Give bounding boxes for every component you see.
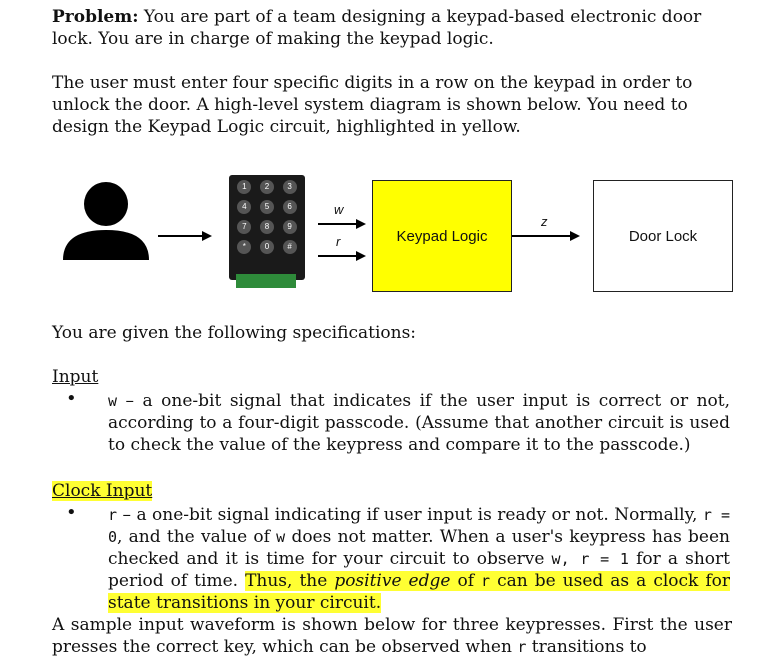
door-lock-label: Door Lock bbox=[628, 227, 698, 245]
key: 6 bbox=[283, 200, 297, 214]
clock-w: w bbox=[276, 528, 286, 546]
key: * bbox=[237, 240, 251, 254]
key: 2 bbox=[260, 180, 274, 194]
clock-text-1: – a one-bit signal indicating if user input is ready or not. Normally, bbox=[117, 505, 703, 525]
var-w: w bbox=[108, 392, 118, 410]
arrow-r bbox=[318, 251, 366, 261]
clock-hl-2: of bbox=[450, 571, 482, 591]
clock-text-3: does not matter. When a user's keypress has been checked and it is time for your circuit to observe bbox=[108, 527, 730, 569]
key: 8 bbox=[260, 220, 274, 234]
bullet-icon: • bbox=[66, 502, 77, 523]
signal-z-label: z bbox=[541, 214, 548, 229]
bullet-icon: • bbox=[66, 388, 77, 409]
sample-text-1: A sample input waveform is shown below for three keypresses. First the user presses the correct key, which can be observed when bbox=[52, 615, 732, 657]
clock-description bbox=[108, 504, 730, 614]
key: # bbox=[283, 240, 297, 254]
keypad-keys bbox=[233, 180, 301, 254]
problem-text: You are part of a team designing a keypad-based electronic door lock. You are in charge of making the keypad logic. bbox=[52, 7, 702, 49]
problem-label: Problem: bbox=[52, 7, 139, 27]
clock-heading bbox=[52, 480, 152, 502]
input-text: – a one-bit signal that indicates if the user input is correct or not, according to a four-digit passcode. (Assume that another circuit is used to check the value of the keypress and compare it to the passcode.) bbox=[108, 391, 730, 455]
arrow-w bbox=[318, 219, 366, 229]
clock-heading-text: Clock Input bbox=[52, 481, 153, 501]
system-diagram bbox=[0, 170, 773, 300]
clock-w-r-eq-1: w, r = 1 bbox=[551, 550, 629, 568]
sample-paragraph bbox=[52, 614, 732, 658]
input-heading: Input bbox=[52, 367, 99, 387]
var-r: r bbox=[108, 506, 118, 524]
keypad-logic-block bbox=[372, 180, 512, 292]
keypad-logic-label: Keypad Logic bbox=[396, 227, 488, 245]
clock-text-2: , and the value of bbox=[117, 527, 277, 547]
clock-hl-3: can be used as a clock for state transitions in your circuit. bbox=[108, 571, 731, 613]
problem-paragraph bbox=[52, 6, 732, 50]
input-description bbox=[108, 390, 730, 456]
user-icon bbox=[63, 182, 149, 260]
sample-text-2: transitions to bbox=[526, 637, 647, 657]
key: 1 bbox=[237, 180, 251, 194]
arrow-z bbox=[512, 231, 580, 241]
key: 5 bbox=[260, 200, 274, 214]
sample-r: r bbox=[517, 638, 527, 656]
arrow-user-keypad bbox=[158, 231, 212, 241]
clock-r-eq-0: r = 0 bbox=[108, 506, 730, 546]
key: 3 bbox=[283, 180, 297, 194]
key: 7 bbox=[237, 220, 251, 234]
key: 4 bbox=[237, 200, 251, 214]
specs-intro: You are given the following specifications: bbox=[52, 323, 417, 343]
clock-hl-r: r bbox=[481, 572, 491, 590]
key: 9 bbox=[283, 220, 297, 234]
door-lock-block bbox=[593, 180, 733, 292]
clock-hl-italic: positive edge bbox=[334, 571, 451, 591]
clock-hl-1: Thus, the bbox=[245, 571, 335, 591]
key: 0 bbox=[260, 240, 274, 254]
intro-paragraph: The user must enter four specific digits in a row on the keypad in order to unlock the door. A high-level system diagram is shown below. You need to design the Keypad Logic circuit, highlighted in yellow. bbox=[52, 73, 693, 137]
signal-r-label: r bbox=[336, 234, 341, 249]
signal-w-label: w bbox=[334, 202, 344, 217]
clock-text-4: for a short period of time. bbox=[108, 549, 730, 591]
